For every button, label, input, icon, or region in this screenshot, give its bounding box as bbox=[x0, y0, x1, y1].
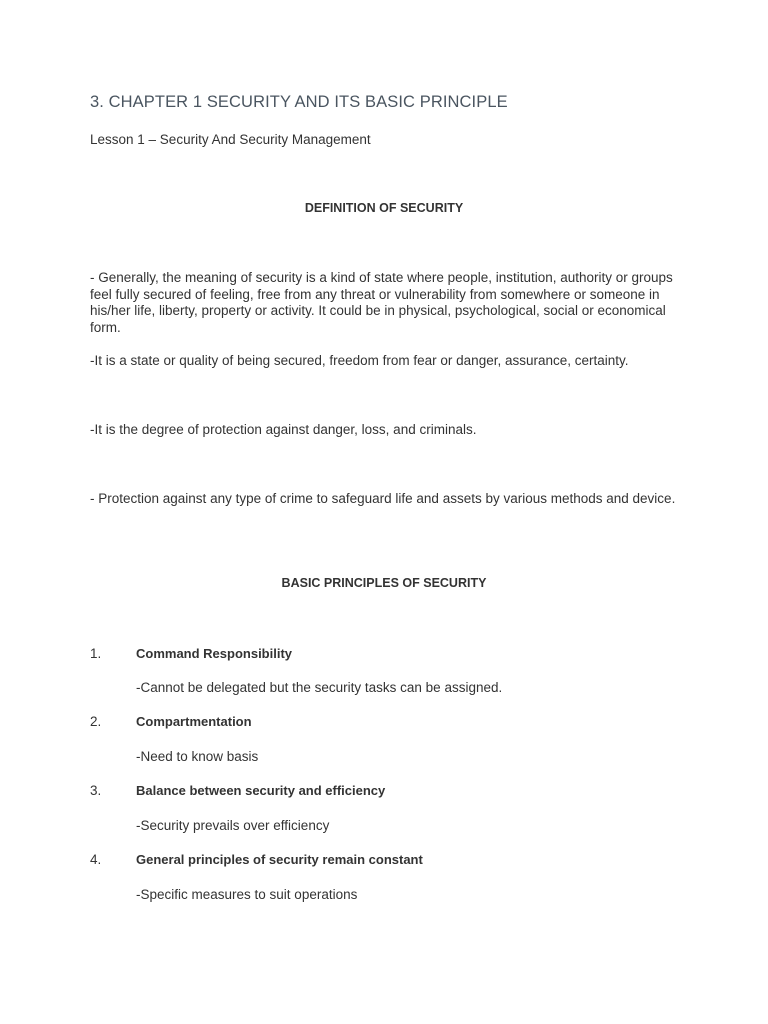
principle-number: 4. bbox=[90, 852, 102, 867]
principles-heading: BASIC PRINCIPLES OF SECURITY bbox=[281, 576, 487, 590]
principle-description: -Security prevails over efficiency bbox=[136, 818, 330, 833]
principle-number: 2. bbox=[90, 714, 102, 729]
chapter-title: 3. CHAPTER 1 SECURITY AND ITS BASIC PRINCIPLE bbox=[90, 93, 508, 111]
definition-paragraph-4: - Protection against any type of crime to safeguard life and assets by various methods and device. bbox=[90, 491, 676, 506]
definition-heading: DEFINITION OF SECURITY bbox=[304, 201, 464, 215]
definition-paragraph-2: -It is a state or quality of being secured, freedom from fear or danger, assurance, certainty. bbox=[90, 353, 629, 368]
principle-number: 3. bbox=[90, 783, 102, 798]
principle-description: -Cannot be delegated but the security tasks can be assigned. bbox=[136, 680, 503, 695]
lesson-title: Lesson 1 – Security And Security Management bbox=[90, 132, 371, 147]
principle-title: Balance between security and efficiency bbox=[136, 783, 386, 798]
definition-paragraph-3: -It is the degree of protection against danger, loss, and criminals. bbox=[90, 422, 477, 437]
principle-number: 1. bbox=[90, 646, 102, 661]
principle-title: Compartmentation bbox=[136, 714, 252, 729]
principle-title: Command Responsibility bbox=[136, 646, 293, 661]
definition-paragraph-1: - Generally, the meaning of security is a kind of state where people, institution, authority or groups feel fully secured of feeling, free from any threat or vulnerability from somewhere or someone in his/her life, liberty, property or activity. It could be in physical, psychological, social or economical form. bbox=[90, 270, 673, 335]
principle-description: -Need to know basis bbox=[136, 749, 259, 764]
principle-description: -Specific measures to suit operations bbox=[136, 887, 358, 902]
principle-title: General principles of security remain constant bbox=[136, 852, 423, 867]
